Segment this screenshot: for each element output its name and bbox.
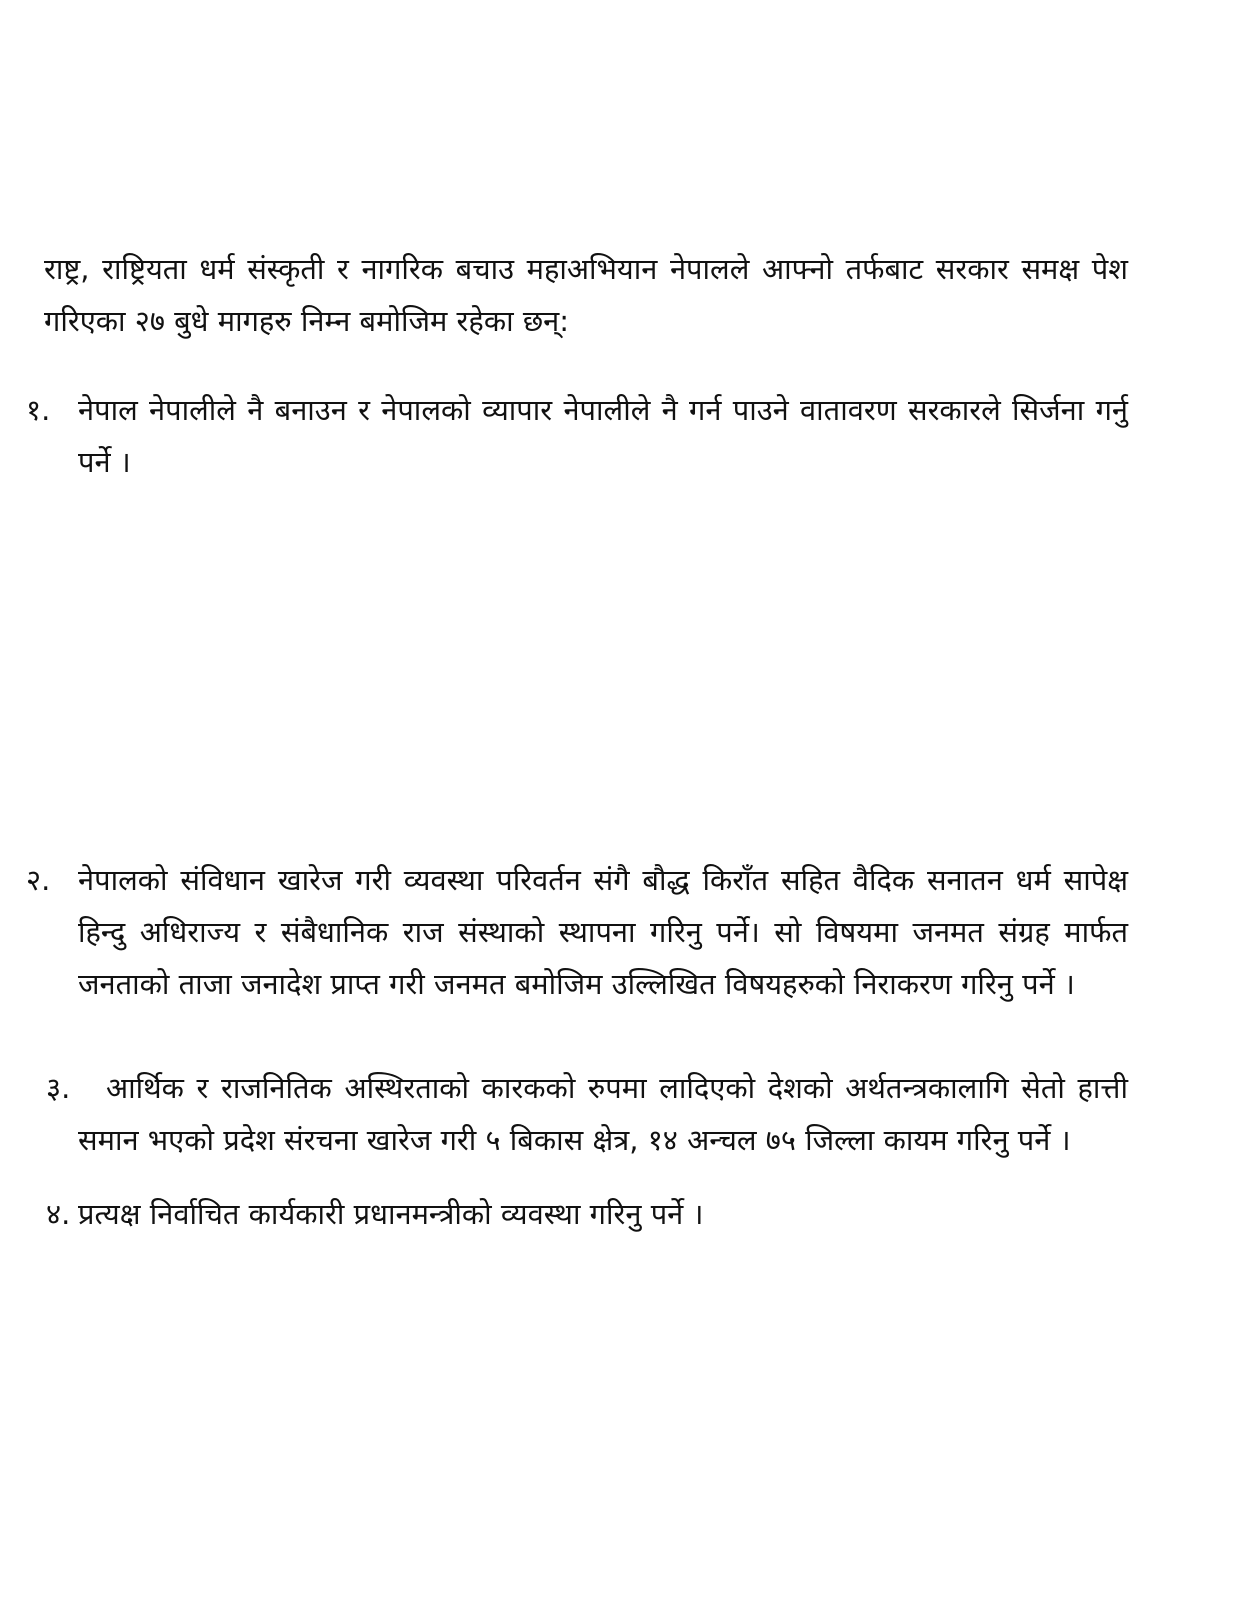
item-text: प्रत्यक्ष निर्वाचित कार्यकारी प्रधानमन्त्रीको व्यवस्था गरिनु पर्ने ।	[78, 1197, 704, 1231]
intro-paragraph: राष्ट्र, राष्ट्रियता धर्म संस्कृती र नागरिक बचाउ महाअभियान नेपालले आफ्नो तर्फबाट सरकार समक्ष पेश गरिएका २७ बुधे मागहरु निम्न बमोजिम रहेका छन्:	[44, 252, 1128, 338]
list-item	[26, 854, 1128, 1010]
item-text: नेपाल नेपालीले नै बनाउन र नेपालको व्यापार नेपालीले नै गर्न पाउने वातावरण सरकारले सिर्जना गर्नु पर्ने ।	[78, 393, 1128, 479]
list-item	[46, 1188, 1128, 1240]
item-number: ३.	[46, 1071, 71, 1105]
item-number: १.	[26, 393, 51, 427]
item-text: आर्थिक र राजनितिक अस्थिरताको कारकको रुपमा लादिएको देशको अर्थतन्त्रकालागि सेतो हात्ती समान भएको प्रदेश संरचना खारेज गरी ५ बिकास क्षेत्र, १४ अन्चल ७५ जिल्ला कायम गरिनु पर्ने ।	[78, 1071, 1128, 1157]
item-number: २.	[26, 863, 51, 897]
item-text: नेपालको संविधान खारेज गरी व्यवस्था परिवर्तन संगै बौद्ध किराँत सहित वैदिक सनातन धर्म सापेक्ष हिन्दु अधिराज्य र संबैधानिक राज संस्थाको स्थापना गरिनु पर्ने। सो विषयमा जनमत संग्रह मार्फत जनताको ताजा जनादेश प्राप्त गरी जनमत बमोजिम उल्लिखित विषयहरुको निराकरण गरिनु पर्ने ।	[78, 863, 1128, 1001]
list-item	[26, 384, 1128, 488]
item-number: ४.	[46, 1197, 71, 1231]
list-item	[46, 1062, 1128, 1166]
